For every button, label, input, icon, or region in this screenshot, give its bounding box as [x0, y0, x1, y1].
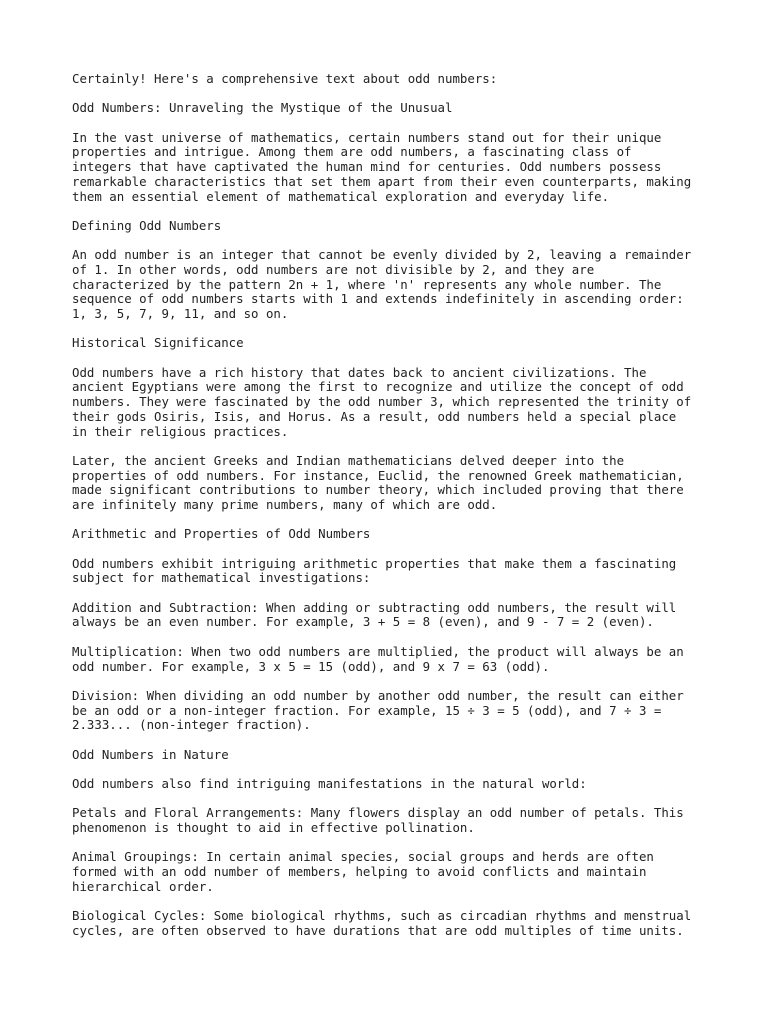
text-line: 2.333... (non-integer fraction). [72, 717, 311, 733]
text-line: their gods Osiris, Isis, and Horus. As a result, odd numbers held a special place [72, 408, 677, 424]
section-heading [72, 527, 712, 542]
paragraph [72, 850, 712, 894]
text-line: 1, 3, 5, 7, 9, 11, and so on. [72, 306, 289, 321]
text-line: formed with an odd number of members, helping to avoid conflicts and maintain [72, 864, 647, 880]
text-line: numbers. They were fascinated by the odd number 3, which represented the trinity of [72, 394, 692, 410]
section-heading [72, 336, 712, 351]
text-line: them an essential element of mathematical exploration and everyday life. [72, 188, 610, 204]
text-line: be an odd or a non-integer fraction. For example, 15 ÷ 3 = 5 (odd), and 7 ÷ 3 = [72, 702, 662, 718]
paragraph [72, 601, 712, 630]
text-line: Multiplication: When two odd numbers are multiplied, the product will always be an [72, 643, 684, 659]
text-line: Arithmetic and Properties of Odd Numbers [72, 526, 371, 542]
text-line: properties of odd numbers. For instance, Euclid, the renowned Greek mathematician, [72, 467, 684, 483]
text-line: An odd number is an integer that cannot be evenly divided by 2, leaving a remainder [72, 247, 692, 263]
text-line: Division: When dividing an odd number by another odd number, the result can either [72, 687, 684, 703]
paragraph [72, 366, 712, 439]
paragraph [72, 557, 712, 586]
text-line: remarkable characteristics that set them apart from their even counterparts, making [72, 173, 692, 189]
text-line: odd number. For example, 3 x 5 = 15 (odd), and 9 x 7 = 63 (odd). [72, 658, 550, 674]
section-heading [72, 748, 712, 763]
text-line: Later, the ancient Greeks and Indian mathematicians delved deeper into the [72, 452, 625, 468]
section-heading [72, 101, 712, 116]
paragraph [72, 689, 712, 733]
section-heading [72, 219, 712, 234]
paragraph [72, 454, 712, 513]
text-line: Petals and Floral Arrangements: Many flowers display an odd number of petals. This [72, 805, 684, 821]
paragraph [72, 777, 712, 792]
text-line: Odd Numbers: Unraveling the Mystique of the Unusual [72, 100, 453, 116]
text-line: hierarchical order. [72, 878, 214, 894]
text-line: made significant contributions to number theory, which included proving that there [72, 482, 684, 498]
text-line: subject for mathematical investigations: [72, 570, 371, 586]
paragraph [72, 248, 712, 321]
text-line: Certainly! Here's a comprehensive text about odd numbers: [72, 71, 498, 86]
document-body [72, 72, 712, 953]
text-line: Odd numbers exhibit intriguing arithmetic properties that make them a fascinating [72, 555, 677, 571]
text-line: Animal Groupings: In certain animal species, social groups and herds are often [72, 849, 654, 865]
text-line: Historical Significance [72, 335, 244, 351]
paragraph [72, 645, 712, 674]
text-line: ancient Egyptians were among the first to recognize and utilize the concept of odd [72, 379, 684, 395]
paragraph [72, 131, 712, 204]
paragraph [72, 909, 712, 938]
text-line: integers that have captivated the human mind for centuries. Odd numbers possess [72, 159, 662, 175]
text-line: cycles, are often observed to have durations that are odd multiples of time units. [72, 922, 684, 938]
section-heading [72, 72, 712, 87]
text-line: Odd numbers also find intriguing manifestations in the natural world: [72, 776, 587, 791]
text-line: are infinitely many prime numbers, many of which are odd. [72, 496, 498, 512]
text-line: Odd numbers have a rich history that dates back to ancient civilizations. The [72, 364, 647, 380]
text-line: properties and intrigue. Among them are odd numbers, a fascinating class of [72, 144, 632, 160]
text-line: Odd Numbers in Nature [72, 746, 229, 762]
text-line: phenomenon is thought to aid in effective pollination. [72, 820, 475, 836]
text-line: Defining Odd Numbers [72, 217, 222, 233]
text-line: always be an even number. For example, 3 + 5 = 8 (even), and 9 - 7 = 2 (even). [72, 614, 654, 630]
text-line: In the vast universe of mathematics, certain numbers stand out for their unique [72, 129, 662, 145]
paragraph [72, 806, 712, 835]
text-line: sequence of odd numbers starts with 1 and extends indefinitely in ascending order: [72, 291, 684, 307]
text-line: characterized by the pattern 2n + 1, where 'n' represents any whole number. The [72, 276, 662, 292]
text-line: Addition and Subtraction: When adding or subtracting odd numbers, the result will [72, 599, 677, 615]
text-line: Biological Cycles: Some biological rhythms, such as circadian rhythms and menstrual [72, 908, 692, 924]
text-line: in their religious practices. [72, 423, 289, 439]
text-line: of 1. In other words, odd numbers are not divisible by 2, and they are [72, 261, 595, 277]
